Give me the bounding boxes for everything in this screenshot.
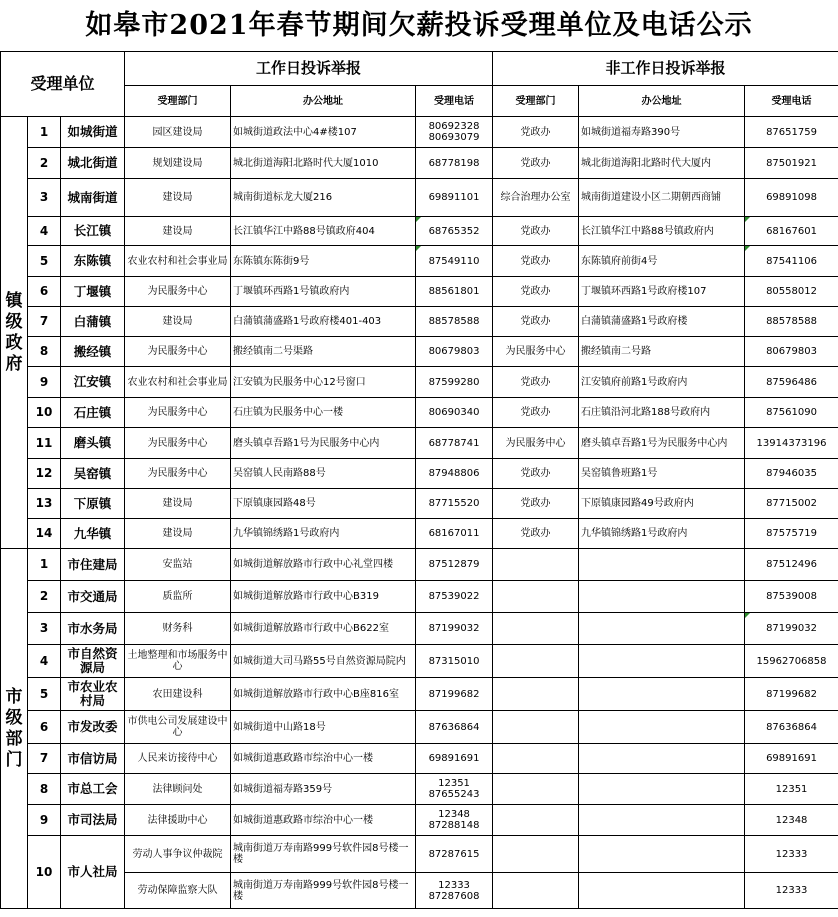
- workday-address: 如城街道政法中心4#楼107: [231, 117, 416, 148]
- header-w-phone: 受理电话: [416, 86, 493, 117]
- nonworkday-address: [579, 645, 745, 678]
- nonworkday-address: 吴窑镇鲁班路1号: [579, 459, 745, 489]
- workday-dept: 农田建设科: [125, 678, 231, 711]
- workday-dept: 农业农村和社会事业局: [125, 367, 231, 398]
- workday-dept: 建设局: [125, 519, 231, 549]
- table-row: [1, 307, 838, 337]
- workday-phone: 12351 87655243: [416, 774, 493, 805]
- row-number: 10: [28, 398, 61, 428]
- nonworkday-address: 东陈镇府前街4号: [579, 246, 745, 277]
- workday-dept: 园区建设局: [125, 117, 231, 148]
- workday-address: 如城街道惠政路市综治中心一楼: [231, 805, 416, 836]
- nonworkday-phone: 12348: [745, 805, 838, 836]
- nonworkday-dept: 党政办: [493, 117, 579, 148]
- workday-dept: 规划建设局: [125, 148, 231, 179]
- row-number: 10: [28, 836, 61, 909]
- table-row: [1, 246, 838, 277]
- nonworkday-address: [579, 836, 745, 873]
- nonworkday-dept: 党政办: [493, 367, 579, 398]
- nonworkday-phone: 13914373196: [745, 428, 838, 459]
- row-number: 6: [28, 277, 61, 307]
- row-number: 3: [28, 179, 61, 217]
- table-row: [1, 337, 838, 367]
- table-row: [1, 428, 838, 459]
- workday-address: 东陈镇东陈街9号: [231, 246, 416, 277]
- workday-phone: 68778741: [416, 428, 493, 459]
- workday-address: 如城街道解放路市行政中心礼堂四楼: [231, 549, 416, 581]
- table-row: [1, 549, 838, 581]
- row-number: 13: [28, 489, 61, 519]
- nonworkday-address: [579, 805, 745, 836]
- workday-phone: 80679803: [416, 337, 493, 367]
- table-row: [1, 277, 838, 307]
- nonworkday-dept: 为民服务中心: [493, 337, 579, 367]
- nonworkday-phone: 80679803: [745, 337, 838, 367]
- unit-name: 丁堰镇: [61, 277, 125, 307]
- nonworkday-address: 如城街道福寿路390号: [579, 117, 745, 148]
- workday-dept: 为民服务中心: [125, 277, 231, 307]
- workday-phone: 69891101: [416, 179, 493, 217]
- nonworkday-address: 下原镇康园路49号政府内: [579, 489, 745, 519]
- nonworkday-address: 石庄镇沿河北路188号政府内: [579, 398, 745, 428]
- header-w-dept: 受理部门: [125, 86, 231, 117]
- nonworkday-address: [579, 549, 745, 581]
- unit-name: 市自然资源局: [61, 645, 125, 678]
- unit-name: 市信访局: [61, 744, 125, 774]
- table-row: [1, 836, 838, 873]
- nonworkday-phone: 68167601: [745, 217, 838, 246]
- nonworkday-phone: 87596486: [745, 367, 838, 398]
- unit-name: 石庄镇: [61, 398, 125, 428]
- nonworkday-dept: 综合治理办公室: [493, 179, 579, 217]
- nonworkday-phone: 87199682: [745, 678, 838, 711]
- workday-address: 如城街道解放路市行政中心B622室: [231, 613, 416, 645]
- workday-dept: 为民服务中心: [125, 459, 231, 489]
- nonworkday-dept: 党政办: [493, 307, 579, 337]
- nonworkday-address: 九华镇锦绣路1号政府内: [579, 519, 745, 549]
- workday-dept: 为民服务中心: [125, 428, 231, 459]
- table-row: [1, 148, 838, 179]
- workday-dept: 市供电公司发展建设中心: [125, 711, 231, 744]
- nonworkday-address: 江安镇府前路1号政府内: [579, 367, 745, 398]
- nonworkday-phone: 69891098: [745, 179, 838, 217]
- complaint-table: [0, 51, 838, 909]
- row-number: 5: [28, 246, 61, 277]
- nonworkday-phone: 69891691: [745, 744, 838, 774]
- nonworkday-dept: [493, 805, 579, 836]
- nonworkday-dept: [493, 645, 579, 678]
- nonworkday-phone: 15962706858: [745, 645, 838, 678]
- workday-phone: 69891691: [416, 744, 493, 774]
- workday-address: 吴窑镇人民南路88号: [231, 459, 416, 489]
- unit-name: 下原镇: [61, 489, 125, 519]
- nonworkday-phone: 87512496: [745, 549, 838, 581]
- table-row: [1, 678, 838, 711]
- unit-name: 城南街道: [61, 179, 125, 217]
- workday-phone: 87287615: [416, 836, 493, 873]
- nonworkday-address: 长江镇华江中路88号镇政府内: [579, 217, 745, 246]
- table-row: [1, 744, 838, 774]
- workday-address: 搬经镇南二号渠路: [231, 337, 416, 367]
- header-workday: 工作日投诉举报: [125, 52, 493, 86]
- nonworkday-dept: 党政办: [493, 217, 579, 246]
- workday-phone: 80692328 80693079: [416, 117, 493, 148]
- row-number: 1: [28, 549, 61, 581]
- workday-dept: 质监所: [125, 581, 231, 613]
- unit-name: 东陈镇: [61, 246, 125, 277]
- workday-dept: 人民来访接待中心: [125, 744, 231, 774]
- header-n-address: 办公地址: [579, 86, 745, 117]
- workday-address: 如城街道福寿路359号: [231, 774, 416, 805]
- workday-address: 城南街道万寿南路999号软件园8号楼一楼: [231, 836, 416, 873]
- header-row-sub: [1, 86, 838, 117]
- row-number: 4: [28, 645, 61, 678]
- nonworkday-dept: [493, 836, 579, 873]
- row-number: 11: [28, 428, 61, 459]
- header-nonworkday: 非工作日投诉举报: [493, 52, 838, 86]
- workday-address: 石庄镇为民服务中心一楼: [231, 398, 416, 428]
- workday-address: 长江镇华江中路88号镇政府404: [231, 217, 416, 246]
- table-row: [1, 873, 838, 909]
- unit-name: 搬经镇: [61, 337, 125, 367]
- nonworkday-phone: 12333: [745, 836, 838, 873]
- page-title: 如皋市2021年春节期间欠薪投诉受理单位及电话公示: [85, 10, 753, 41]
- workday-address: 城南街道万寿南路999号软件园8号楼一楼: [231, 873, 416, 909]
- workday-dept: 建设局: [125, 489, 231, 519]
- workday-address: 如城街道解放路市行政中心B座816室: [231, 678, 416, 711]
- nonworkday-dept: 党政办: [493, 277, 579, 307]
- workday-dept: 建设局: [125, 217, 231, 246]
- table-row: [1, 613, 838, 645]
- nonworkday-phone: 12351: [745, 774, 838, 805]
- unit-name: 九华镇: [61, 519, 125, 549]
- unit-name: 市司法局: [61, 805, 125, 836]
- workday-address: 如城街道大司马路55号自然资源局院内: [231, 645, 416, 678]
- nonworkday-address: [579, 711, 745, 744]
- table-row: [1, 459, 838, 489]
- nonworkday-address: [579, 613, 745, 645]
- header-w-address: 办公地址: [231, 86, 416, 117]
- nonworkday-phone: 88578588: [745, 307, 838, 337]
- nonworkday-dept: [493, 873, 579, 909]
- workday-dept: 劳动人事争议仲裁院: [125, 836, 231, 873]
- workday-phone: 87199032: [416, 613, 493, 645]
- nonworkday-dept: [493, 744, 579, 774]
- nonworkday-address: 白蒲镇蒲盛路1号政府楼: [579, 307, 745, 337]
- workday-address: 磨头镇卓吾路1号为民服务中心内: [231, 428, 416, 459]
- table-row: [1, 645, 838, 678]
- nonworkday-dept: 党政办: [493, 519, 579, 549]
- unit-name: 市农业农村局: [61, 678, 125, 711]
- workday-address: 如城街道惠政路市综治中心一楼: [231, 744, 416, 774]
- nonworkday-dept: [493, 711, 579, 744]
- workday-phone: 87599280: [416, 367, 493, 398]
- workday-phone: 68167011: [416, 519, 493, 549]
- nonworkday-phone: 87946035: [745, 459, 838, 489]
- nonworkday-phone: 80558012: [745, 277, 838, 307]
- workday-phone: 12333 87287608: [416, 873, 493, 909]
- nonworkday-address: 丁堰镇环西路1号政府楼107: [579, 277, 745, 307]
- nonworkday-phone: 12333: [745, 873, 838, 909]
- row-number: 2: [28, 581, 61, 613]
- table-row: [1, 179, 838, 217]
- workday-address: 城南街道标龙大厦216: [231, 179, 416, 217]
- table-row: [1, 805, 838, 836]
- row-number: 7: [28, 307, 61, 337]
- unit-name: 如城街道: [61, 117, 125, 148]
- workday-phone: 87948806: [416, 459, 493, 489]
- header-n-dept: 受理部门: [493, 86, 579, 117]
- nonworkday-address: 城南街道建设小区二期朝西商铺: [579, 179, 745, 217]
- workday-phone: 87512879: [416, 549, 493, 581]
- nonworkday-dept: [493, 581, 579, 613]
- nonworkday-phone: 87561090: [745, 398, 838, 428]
- nonworkday-address: [579, 678, 745, 711]
- town-government-label: 镇 级 政 府: [1, 117, 28, 549]
- workday-dept: 安监站: [125, 549, 231, 581]
- row-number: 7: [28, 744, 61, 774]
- row-number: 3: [28, 613, 61, 645]
- nonworkday-phone: 87636864: [745, 711, 838, 744]
- nonworkday-phone: 87575719: [745, 519, 838, 549]
- workday-phone: 87549110: [416, 246, 493, 277]
- workday-address: 如城街道中山路18号: [231, 711, 416, 744]
- workday-dept: 建设局: [125, 179, 231, 217]
- nonworkday-dept: 党政办: [493, 459, 579, 489]
- workday-phone: 80690340: [416, 398, 493, 428]
- nonworkday-address: 城北街道海阳北路时代大厦内: [579, 148, 745, 179]
- workday-phone: 87636864: [416, 711, 493, 744]
- nonworkday-address: [579, 774, 745, 805]
- nonworkday-dept: 党政办: [493, 148, 579, 179]
- workday-phone: 87315010: [416, 645, 493, 678]
- nonworkday-phone: 87501921: [745, 148, 838, 179]
- nonworkday-dept: [493, 678, 579, 711]
- nonworkday-dept: 为民服务中心: [493, 428, 579, 459]
- nonworkday-phone: 87715002: [745, 489, 838, 519]
- workday-phone: 88561801: [416, 277, 493, 307]
- workday-dept: 为民服务中心: [125, 398, 231, 428]
- table-row: [1, 398, 838, 428]
- workday-address: 九华镇锦绣路1号政府内: [231, 519, 416, 549]
- row-number: 4: [28, 217, 61, 246]
- header-row-top: [1, 52, 838, 86]
- unit-name: 市人社局: [61, 836, 125, 909]
- workday-dept: 财务科: [125, 613, 231, 645]
- workday-address: 白蒲镇蒲盛路1号政府楼401-403: [231, 307, 416, 337]
- nonworkday-address: [579, 744, 745, 774]
- nonworkday-phone: 87539008: [745, 581, 838, 613]
- workday-phone: 88578588: [416, 307, 493, 337]
- nonworkday-dept: [493, 774, 579, 805]
- nonworkday-address: 磨头镇卓吾路1号为民服务中心内: [579, 428, 745, 459]
- nonworkday-address: [579, 873, 745, 909]
- unit-name: 市水务局: [61, 613, 125, 645]
- workday-dept: 法律援助中心: [125, 805, 231, 836]
- workday-dept: 为民服务中心: [125, 337, 231, 367]
- workday-dept: 劳动保障监察大队: [125, 873, 231, 909]
- row-number: 9: [28, 805, 61, 836]
- header-n-phone: 受理电话: [745, 86, 838, 117]
- nonworkday-dept: 党政办: [493, 398, 579, 428]
- workday-dept: 土地整理和市场服务中心: [125, 645, 231, 678]
- workday-dept: 法律顾问处: [125, 774, 231, 805]
- unit-name: 吴窑镇: [61, 459, 125, 489]
- row-number: 5: [28, 678, 61, 711]
- header-unit: 受理单位: [1, 52, 125, 117]
- table-row: [1, 117, 838, 148]
- nonworkday-address: 搬经镇南二号路: [579, 337, 745, 367]
- workday-phone: 12348 87288148: [416, 805, 493, 836]
- nonworkday-phone: 87199032: [745, 613, 838, 645]
- unit-name: 长江镇: [61, 217, 125, 246]
- table-row: [1, 581, 838, 613]
- table-row: [1, 711, 838, 744]
- row-number: 9: [28, 367, 61, 398]
- unit-name: 白蒲镇: [61, 307, 125, 337]
- nonworkday-address: [579, 581, 745, 613]
- unit-name: 市交通局: [61, 581, 125, 613]
- unit-name: 市住建局: [61, 549, 125, 581]
- table-row: [1, 367, 838, 398]
- workday-phone: 68765352: [416, 217, 493, 246]
- row-number: 14: [28, 519, 61, 549]
- workday-address: 如城街道解放路市行政中心B319: [231, 581, 416, 613]
- table-row: [1, 774, 838, 805]
- table-row: [1, 519, 838, 549]
- nonworkday-dept: [493, 613, 579, 645]
- nonworkday-phone: 87651759: [745, 117, 838, 148]
- table-row: [1, 217, 838, 246]
- workday-dept: 建设局: [125, 307, 231, 337]
- unit-name: 市总工会: [61, 774, 125, 805]
- row-number: 8: [28, 337, 61, 367]
- unit-name: 磨头镇: [61, 428, 125, 459]
- city-department-label: 市 级 部 门: [1, 549, 28, 909]
- nonworkday-phone: 87541106: [745, 246, 838, 277]
- unit-name: 市发改委: [61, 711, 125, 744]
- workday-address: 城北街道海阳北路时代大厦1010: [231, 148, 416, 179]
- row-number: 12: [28, 459, 61, 489]
- workday-address: 丁堰镇环西路1号镇政府内: [231, 277, 416, 307]
- workday-address: 下原镇康园路48号: [231, 489, 416, 519]
- workday-phone: 87539022: [416, 581, 493, 613]
- workday-phone: 87199682: [416, 678, 493, 711]
- row-number: 1: [28, 117, 61, 148]
- unit-name: 江安镇: [61, 367, 125, 398]
- unit-name: 城北街道: [61, 148, 125, 179]
- nonworkday-dept: 党政办: [493, 246, 579, 277]
- nonworkday-dept: [493, 549, 579, 581]
- row-number: 2: [28, 148, 61, 179]
- workday-dept: 农业农村和社会事业局: [125, 246, 231, 277]
- table-row: [1, 489, 838, 519]
- workday-phone: 87715520: [416, 489, 493, 519]
- row-number: 8: [28, 774, 61, 805]
- nonworkday-dept: 党政办: [493, 489, 579, 519]
- workday-address: 江安镇为民服务中心12号窗口: [231, 367, 416, 398]
- row-number: 6: [28, 711, 61, 744]
- workday-phone: 68778198: [416, 148, 493, 179]
